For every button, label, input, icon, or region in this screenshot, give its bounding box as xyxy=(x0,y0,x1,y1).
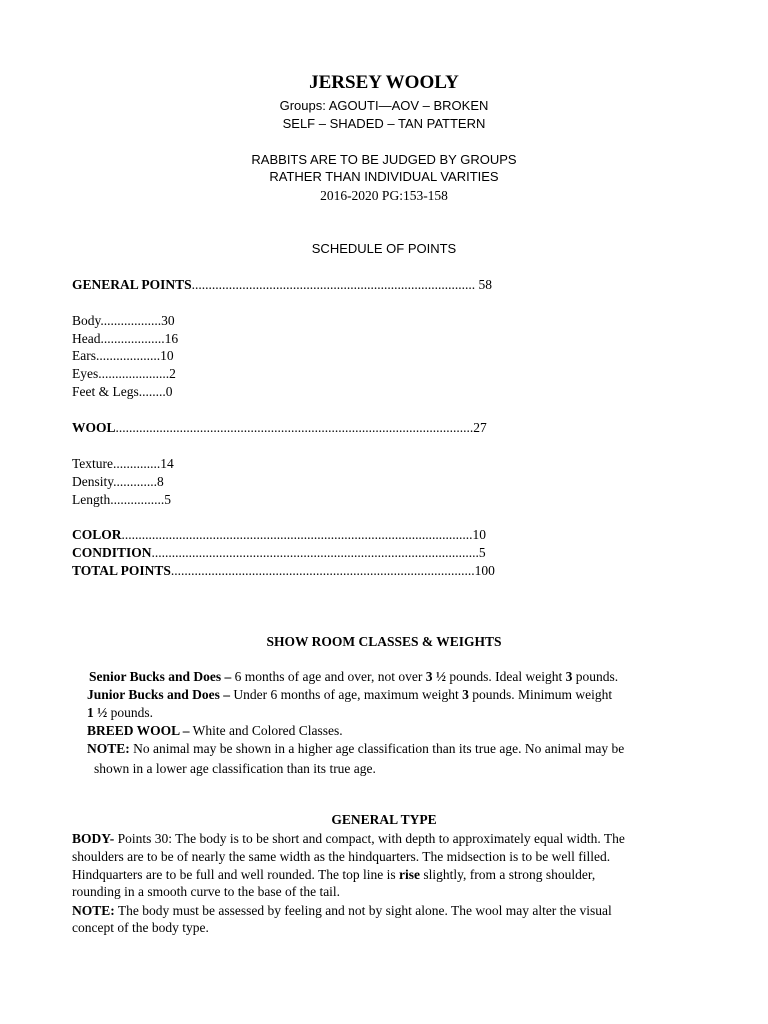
bold-run: 3 ½ xyxy=(425,669,446,684)
item-value: 30 xyxy=(161,313,175,328)
bold-run: rise xyxy=(399,867,421,882)
item-value: 14 xyxy=(160,456,174,471)
breed-wool-line xyxy=(87,722,343,740)
junior-class-line xyxy=(87,686,612,704)
wool-label: WOOL xyxy=(72,420,116,435)
wool-value: 27 xyxy=(473,420,487,435)
leader-dots: .......................................................................................................... xyxy=(115,420,474,435)
item-label: Eyes xyxy=(72,366,99,381)
color-value: 10 xyxy=(472,527,487,542)
points-item xyxy=(72,473,164,491)
body-line-1 xyxy=(72,830,625,848)
item-label: Body xyxy=(72,313,101,328)
condition-value: 5 xyxy=(478,545,486,560)
leader-dots: ................... xyxy=(100,331,165,346)
text-run: pounds. xyxy=(572,669,619,684)
breed-wool-label: BREED WOOL – xyxy=(87,723,190,738)
junior-class-line-2 xyxy=(87,704,153,722)
general-type-heading: GENERAL TYPE xyxy=(331,812,437,827)
total-points-row xyxy=(72,562,495,580)
body-line-4: rounding in a smooth curve to the base of the tail. xyxy=(72,884,341,899)
wool-row xyxy=(72,419,487,437)
bold-run: 1 ½ xyxy=(87,705,108,720)
years-pages: 2016-2020 PG:153-158 xyxy=(320,188,448,203)
text-run: slightly, from a strong shoulder, xyxy=(420,867,596,882)
item-value: 16 xyxy=(164,331,179,346)
text-run: Hindquarters are to be full and well rounded. The top line is xyxy=(72,867,400,882)
body-line-2: shoulders are to be of nearly the same width as the hindquarters. The midsection is to be well filled. xyxy=(72,849,611,864)
item-value: 8 xyxy=(157,474,164,489)
text-run: The body must be assessed by feeling and not by sight alone. The wool may alter the visual xyxy=(114,903,612,918)
item-label: Density xyxy=(72,474,114,489)
body-label: BODY- xyxy=(72,831,115,846)
bold-run: 3 xyxy=(565,669,573,684)
note-label: NOTE: xyxy=(87,741,130,756)
leader-dots: ................... xyxy=(96,348,161,363)
text-run: Points 30: The body is to be short and compact, with depth to approximately equal width. The xyxy=(114,831,625,846)
age-note-line-2: shown in a lower age classification than its true age. xyxy=(94,761,376,776)
groups-line-2: SELF – SHADED – TAN PATTERN xyxy=(282,116,486,131)
text-run: pounds. xyxy=(107,705,154,720)
leader-dots: ................ xyxy=(110,492,165,507)
judging-note-line-1: RABBITS ARE TO BE JUDGED BY GROUPS xyxy=(251,152,517,167)
groups-line-1: Groups: AGOUTI—AOV – BROKEN xyxy=(279,98,489,113)
leader-dots: ..................... xyxy=(98,366,170,381)
leader-dots: .............. xyxy=(113,456,161,471)
show-room-heading: SHOW ROOM CLASSES & WEIGHTS xyxy=(266,634,502,649)
age-note-line-1 xyxy=(87,740,624,758)
bold-run: 3 xyxy=(462,687,469,702)
item-label: Feet & Legs xyxy=(72,384,139,399)
item-value: 10 xyxy=(160,348,174,363)
leader-dots: ................................................................................................. xyxy=(151,545,479,560)
note-label: NOTE: xyxy=(72,903,115,918)
points-item xyxy=(72,365,176,383)
item-label: Ears xyxy=(72,348,96,363)
general-points-label: GENERAL POINTS xyxy=(72,277,192,292)
item-label: Texture xyxy=(72,456,114,471)
senior-label: Senior Bucks and Does – xyxy=(89,669,232,684)
text-run: White and Colored Classes. xyxy=(189,723,343,738)
points-item xyxy=(72,491,171,509)
condition-row xyxy=(72,544,486,562)
total-points-value: 100 xyxy=(474,563,495,578)
leader-dots: .......................................................................................... xyxy=(170,563,475,578)
senior-class-line xyxy=(89,668,618,686)
leader-dots: .................................................................................... xyxy=(191,277,476,292)
body-line-3 xyxy=(72,866,595,884)
points-item xyxy=(72,330,178,348)
item-value: 5 xyxy=(164,492,171,507)
body-note-line-2: concept of the body type. xyxy=(72,920,209,935)
points-item xyxy=(72,383,173,401)
total-points-label: TOTAL POINTS xyxy=(72,563,171,578)
leader-dots: ........ xyxy=(138,384,166,399)
item-label: Length xyxy=(72,492,111,507)
leader-dots: ........................................................................................................ xyxy=(121,527,473,542)
text-run: 6 months of age and over, not over xyxy=(231,669,426,684)
general-points-row xyxy=(72,276,492,294)
body-note-line-1 xyxy=(72,902,612,920)
leader-dots: ............. xyxy=(113,474,157,489)
points-item xyxy=(72,455,174,473)
item-value: 0 xyxy=(165,384,173,399)
item-label: Head xyxy=(72,331,101,346)
color-row xyxy=(72,526,486,544)
general-points-value: 58 xyxy=(478,277,493,292)
text-run: Under 6 months of age, maximum weight xyxy=(230,687,463,702)
text-run: No animal may be shown in a higher age classification than its true age. No animal may be xyxy=(129,741,625,756)
points-item xyxy=(72,347,174,365)
condition-label: CONDITION xyxy=(72,545,152,560)
color-label: COLOR xyxy=(72,527,122,542)
leader-dots: .................. xyxy=(100,313,162,328)
points-item xyxy=(72,312,175,330)
page-title: JERSEY WOOLY xyxy=(309,72,459,93)
schedule-title: SCHEDULE OF POINTS xyxy=(311,241,457,256)
judging-note-line-2: RATHER THAN INDIVIDUAL VARITIES xyxy=(269,169,499,184)
text-run: pounds. Ideal weight xyxy=(445,669,566,684)
text-run: pounds. Minimum weight xyxy=(468,687,613,702)
junior-label: Junior Bucks and Does – xyxy=(87,687,231,702)
item-value: 2 xyxy=(169,366,176,381)
